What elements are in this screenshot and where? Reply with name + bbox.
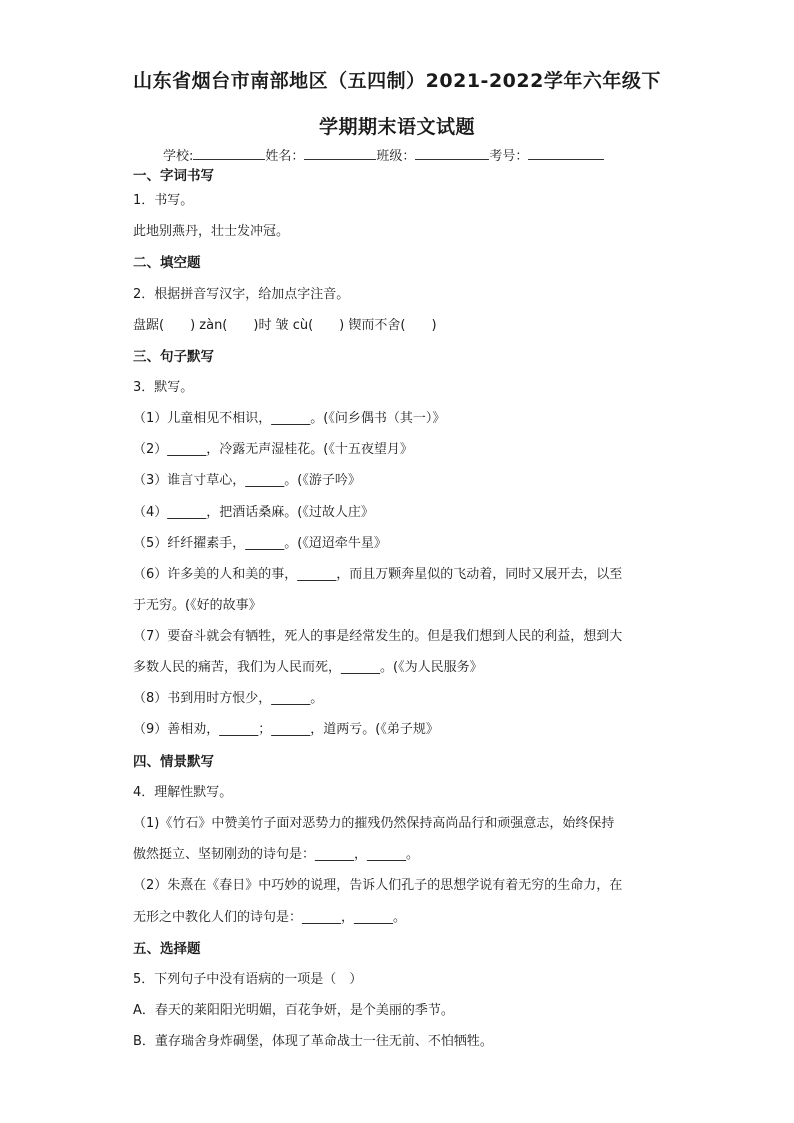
question-5-option-b: B．董存瑞舍身炸碉堡，体现了革命战士一往无前、不怕牺牲。 — [133, 1034, 493, 1049]
question-5-stem: 5．下列句子中没有语病的一项是（ ） — [133, 972, 363, 987]
question-4-item-cont: 傲然挺立、坚韧刚劲的诗句是：______，______。 — [133, 847, 420, 862]
section-heading-2: 二、填空题 — [133, 255, 201, 271]
exam-title-line1: 山东省烟台市南部地区（五四制）2021-2022学年六年级下 — [133, 70, 661, 92]
class-blank[interactable] — [415, 147, 489, 160]
section-heading-3: 三、句子默写 — [133, 349, 214, 365]
section-heading-5: 五、选择题 — [133, 941, 201, 957]
question-3-item: （9）善相劝，______；______，道两亏。(《弟子规》 — [133, 722, 439, 737]
question-4-stem: 4．理解性默写。 — [133, 785, 233, 800]
school-label: 学校: — [163, 149, 194, 164]
question-3-item: （3）谁言寸草心，______。(《游子吟》 — [133, 473, 361, 488]
question-2-text: 盘踞( ) zàn( )时 皱 cù( ) 锲而不舍( ) — [133, 318, 437, 333]
question-2-stem: 2．根据拼音写汉字，给加点字注音。 — [133, 287, 350, 302]
question-4-item-cont: 无形之中教化人们的诗句是：______，______。 — [133, 910, 407, 925]
section-heading-1: 一、字词书写 — [133, 168, 214, 184]
question-3-item-cont: 于无穷。(《好的故事》 — [133, 598, 262, 613]
question-3-item: （5）纤纤擢素手，______。(《迢迢牵牛星》 — [133, 536, 387, 551]
question-3-stem: 3．默写。 — [133, 380, 194, 395]
question-1-text: 此地别燕丹，壮士发冲冠。 — [133, 224, 290, 239]
question-3-item: （2）______，冷露无声湿桂花。(《十五夜望月》 — [133, 442, 413, 457]
question-3-item: （8）书到用时方恨少，______。 — [133, 691, 324, 706]
question-3-item: （1）儿童相见不相识，______。(《问乡偶书（其一）》 — [133, 411, 446, 426]
number-label: 考号： — [489, 149, 529, 164]
exam-title-line2: 学期期末语文试题 — [318, 116, 475, 138]
number-blank[interactable] — [528, 147, 604, 160]
name-label: 姓名： — [265, 149, 305, 164]
question-1-stem: 1．书写。 — [133, 193, 194, 208]
question-3-item: （6）许多美的人和美的事，______，而且万颗奔星似的飞动着，同时又展开去，以至 — [133, 567, 623, 582]
class-label: 班级： — [376, 149, 416, 164]
question-4-item: （2）朱熹在《春日》中巧妙的说理，告诉人们孔子的思想学说有着无穷的生命力，在 — [133, 878, 623, 893]
question-4-item: （1)《竹石》中赞美竹子面对恶势力的摧残仍然保持高尚品行和顽强意志，始终保持 — [133, 816, 615, 831]
question-5-option-a: A．春天的莱阳阳光明媚，百花争妍，是个美丽的季节。 — [133, 1003, 454, 1018]
section-heading-4: 四、情景默写 — [133, 754, 214, 770]
name-blank[interactable] — [304, 147, 376, 160]
question-3-item-cont: 多数人民的痛苦，我们为人民而死，______。(《为人民服务》 — [133, 660, 483, 675]
question-3-item: （4）______，把酒话桑麻。(《过故人庄》 — [133, 505, 374, 520]
question-3-item: （7）要奋斗就会有牺牲，死人的事是经常发生的。但是我们想到人民的利益，想到大 — [133, 629, 623, 644]
student-info-row — [163, 145, 604, 164]
school-blank[interactable] — [193, 147, 265, 160]
